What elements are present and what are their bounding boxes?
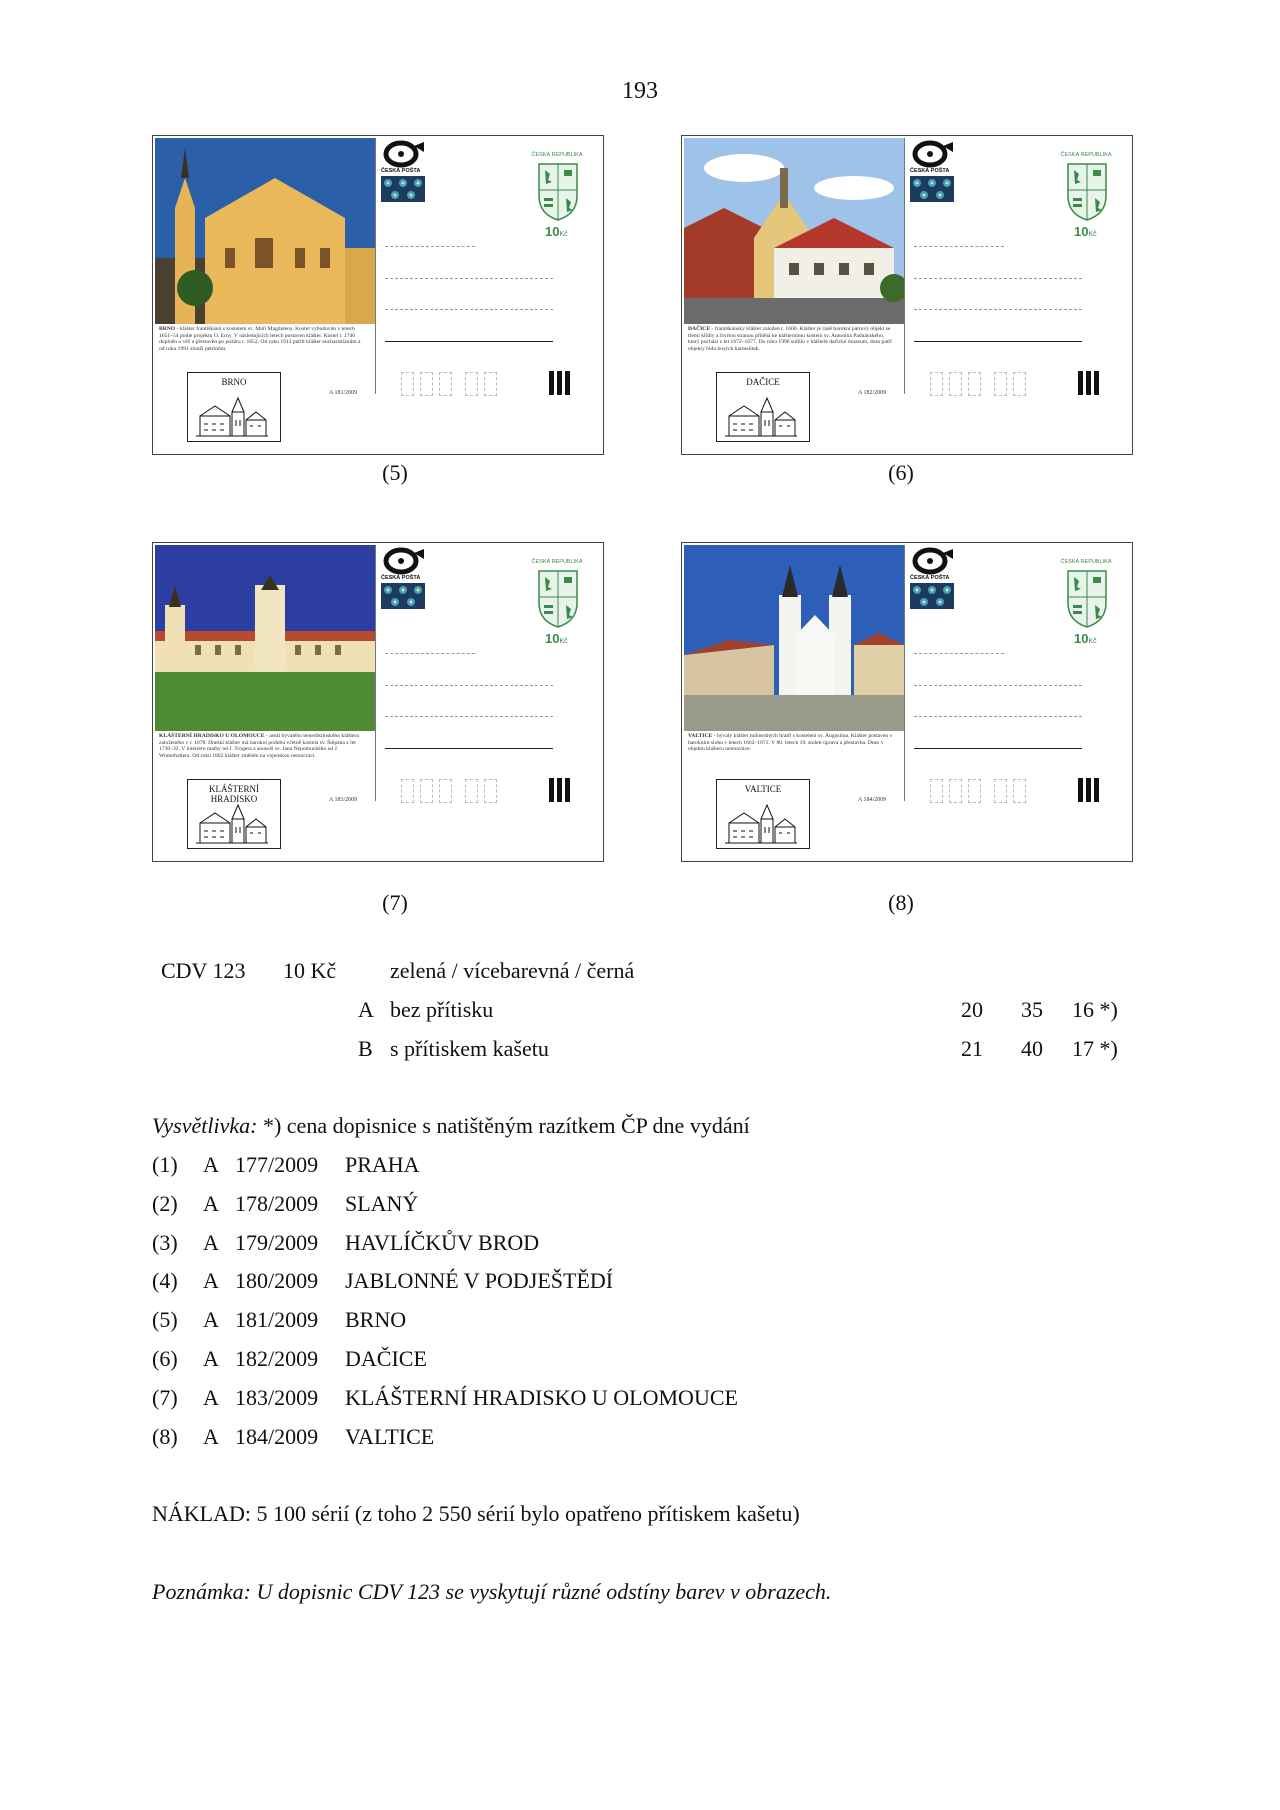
imprinted-stamp: [527, 559, 587, 655]
postcode-box: [439, 779, 452, 803]
postcode-box: [484, 372, 497, 396]
card-catalog-code: A 183/2009: [329, 797, 358, 803]
caption-6: (6): [888, 460, 914, 485]
posthorn-logo-icon: [381, 547, 425, 575]
building-sketch-icon: [721, 801, 801, 845]
postcode-box: [994, 372, 1007, 396]
address-line: [385, 653, 475, 654]
stamp-country: ČESKÁ REPUBLIKA: [1060, 559, 1112, 565]
page-number: 193: [622, 78, 658, 104]
card-sketch-vignette: [716, 372, 810, 442]
hologram-icon: [910, 176, 954, 202]
postcode-box: [949, 372, 962, 396]
postcode-box: [420, 372, 433, 396]
issue-name: DAČICE: [345, 1346, 427, 1371]
address-line: [385, 716, 553, 717]
card-description: BRNO - klášter františkánů s kostelem sv. Maří Magdaleny. Kostel vybudován v letech 1651–54 podle projektu O. Erny. V následujících letech postaven klášter. Kostel r. 1746 doplněn o věž a přestavěn po požáru r. 1852. Od roku 1912 patřil klášter eucharistiánům a od roku 1991 slouží petrinům.: [159, 326, 361, 352]
postcode-box: [465, 372, 478, 396]
issue-num: (7): [152, 1384, 178, 1410]
card-catalog-code: A 182/2009: [858, 390, 887, 396]
issue-letter: A: [203, 1307, 219, 1333]
postcode-box: [401, 372, 414, 396]
address-line: [385, 685, 553, 686]
issue-code: 178/2009: [235, 1190, 319, 1216]
variant-letter: A: [358, 997, 374, 1022]
posthorn-logo-icon: [910, 140, 954, 168]
price-2: 35: [1021, 997, 1043, 1022]
postcode-box: [930, 372, 943, 396]
hologram-icon: [381, 176, 425, 202]
note: [152, 1579, 831, 1605]
building-sketch-icon: [721, 394, 801, 438]
stamp-country: ČESKÁ REPUBLIKA: [1060, 152, 1112, 158]
catalog-colors: zelená / vícebarevná / černá: [390, 958, 635, 983]
issue-name: JABLONNÉ V PODJEŠTĚDÍ: [345, 1268, 614, 1294]
address-line: [914, 309, 1082, 310]
postcode-box: [465, 779, 478, 803]
catalog-number: CDV 123: [161, 958, 246, 983]
issue-code: 183/2009: [235, 1384, 319, 1410]
hologram-icon: [910, 583, 954, 609]
price-3: 16 *): [1072, 997, 1118, 1022]
variant-label: bez přítisku: [390, 997, 494, 1022]
card-sketch-vignette: [187, 779, 281, 849]
barcode-bars-icon: [1078, 778, 1100, 802]
postcard-5: [152, 135, 604, 455]
building-sketch-icon: [192, 801, 272, 845]
barcode-bars-icon: [549, 371, 571, 395]
issue-num: (8): [152, 1423, 178, 1449]
address-line: [385, 309, 553, 310]
postcode-box: [994, 779, 1007, 803]
print-run: NÁKLAD: 5 100 sérií (z toho 2 550 sérií bylo opatřeno přítiskem kašetu): [152, 1501, 800, 1526]
barcode-bars-icon: [549, 778, 571, 802]
stamp-value: 10Kč: [545, 224, 568, 239]
building-sketch-icon: [192, 394, 272, 438]
card-description: KLÁŠTERNÍ HRADISKO U OLOMOUCE - areál bývalého benediktinského kláštera založeného v r. 1078. Dnešní klášter má barokní podobu včetně kostela sv. Štěpána z let 1730–32. V interiéru malby od J. Trogera a sousoší sv. Jana Nepomuckého od J. Winterhaltera. Od roku 1802 klášter změněn na vojenskou nemocnici.: [159, 733, 359, 759]
stamp-value: 10Kč: [545, 631, 568, 646]
issue-num: (6): [152, 1346, 178, 1371]
explanation-label: Vysvětlivka:: [152, 1113, 258, 1138]
posta-label: ČESKÁ POŠTA: [381, 168, 421, 174]
vignette-town-label: BRNO: [221, 377, 247, 387]
issue-code: 177/2009: [235, 1152, 319, 1177]
card-photo: [684, 545, 904, 731]
issue-name: PRAHA: [345, 1152, 420, 1177]
issue-name: VALTICE: [345, 1423, 435, 1449]
postcode-box: [401, 779, 414, 803]
issue-num: (4): [152, 1268, 178, 1294]
postcode-box: [484, 779, 497, 803]
card-photo: [684, 138, 904, 324]
catalog-value: 10 Kč: [283, 958, 337, 983]
card-photo: [155, 545, 375, 731]
address-line: [914, 716, 1082, 717]
posthorn-logo-icon: [381, 140, 425, 168]
address-line: [385, 278, 553, 279]
card-catalog-code: A 184/2009: [858, 797, 887, 803]
vignette-town-label: VALTICE: [744, 784, 782, 794]
imprinted-stamp: [1056, 559, 1116, 655]
address-line: [914, 653, 1004, 654]
caption-7: (7): [382, 890, 408, 915]
coat-of-arms-icon: [537, 569, 579, 629]
card-divider: [375, 545, 376, 801]
explanation: [152, 1113, 750, 1139]
price-1: 21: [961, 1036, 983, 1061]
card-photo: [155, 138, 375, 324]
address-line: [914, 278, 1082, 279]
issue-num: (2): [152, 1190, 178, 1216]
stamp-value: 10Kč: [1074, 631, 1097, 646]
postcode-box: [1013, 779, 1026, 803]
barcode-bars-icon: [1078, 371, 1100, 395]
postcard-6: [681, 135, 1133, 455]
issue-num: (5): [152, 1307, 178, 1333]
address-line: [385, 246, 475, 247]
posta-label: ČESKÁ POŠTA: [910, 168, 950, 174]
issue-name: SLANÝ: [345, 1190, 419, 1216]
issue-letter: A: [203, 1423, 219, 1449]
price-3: 17 *): [1072, 1036, 1118, 1061]
coat-of-arms-icon: [1066, 162, 1108, 222]
card-divider: [904, 545, 905, 801]
posthorn-logo-icon: [910, 547, 954, 575]
card-divider: [904, 138, 905, 394]
postcode-box: [968, 372, 981, 396]
posta-label: ČESKÁ POŠTA: [910, 575, 950, 581]
card-divider: [375, 138, 376, 394]
card-description: VALTICE - bývalý klášter milosrdných bratří s kostelem sv. Augustina. Klášter postaven v barokním slohu v letech 1662–1671. V 80. letech 19. století úprava a přestavba. Dnes v objektu klášteru nemocnice.: [688, 733, 893, 753]
posta-label: ČESKÁ POŠTA: [381, 575, 421, 581]
issue-name: BRNO: [345, 1307, 407, 1333]
coat-of-arms-icon: [537, 162, 579, 222]
postcard-7: [152, 542, 604, 862]
issue-num: (1): [152, 1152, 178, 1177]
issue-code: 179/2009: [235, 1229, 319, 1255]
issue-code: 181/2009: [235, 1307, 319, 1333]
imprinted-stamp: [527, 152, 587, 248]
address-line: [914, 748, 1082, 749]
issue-letter: A: [203, 1384, 219, 1410]
stamp-country: ČESKÁ REPUBLIKA: [531, 559, 583, 565]
issue-code: 184/2009: [235, 1423, 319, 1449]
address-line: [914, 685, 1082, 686]
note-text: : U dopisnic CDV 123 se vyskytují různé odstíny barev v obrazech.: [243, 1579, 832, 1604]
postcode-box: [420, 779, 433, 803]
address-line: [914, 341, 1082, 342]
postcode-box: [1013, 372, 1026, 396]
imprinted-stamp: [1056, 152, 1116, 248]
issue-num: (3): [152, 1229, 178, 1255]
explanation-text: *) cena dopisnice s natištěným razítkem ČP dne vydání: [257, 1113, 750, 1138]
stamp-country: ČESKÁ REPUBLIKA: [531, 152, 583, 158]
issue-letter: A: [203, 1152, 219, 1177]
postcard-8: [681, 542, 1133, 862]
variant-label: s přítiskem kašetu: [390, 1036, 549, 1061]
issue-name: KLÁŠTERNÍ HRADISKO U OLOMOUCE: [345, 1384, 738, 1410]
card-catalog-code: A 181/2009: [329, 390, 358, 396]
issue-letter: A: [203, 1268, 219, 1294]
card-sketch-vignette: [716, 779, 810, 849]
issue-code: 180/2009: [235, 1268, 319, 1294]
variant-letter: B: [358, 1036, 373, 1061]
issue-letter: A: [203, 1346, 219, 1371]
address-line: [385, 341, 553, 342]
card-description: DAČICE - františkánský klášter založen r. 1660. Klášter je raně barokní patrový objekt se třemi křídly a čtvrtou stranou přiléhá ke klášternímu kostelu sv. Antonína Paduánského, který pochází z let 1672–1677. Do roku 1996 sídlilo v klášteře dačické muzeum, dnes patří objekty řádu bosých karmelitek.: [688, 326, 892, 352]
note-label: Poznámka: [152, 1579, 244, 1604]
address-line: [914, 246, 1004, 247]
stamp-value: 10Kč: [1074, 224, 1097, 239]
issue-letter: A: [203, 1229, 219, 1255]
vignette-town-label: KLÁŠTERNÍ HRADISKO: [209, 784, 259, 804]
postcode-box: [930, 779, 943, 803]
caption-5: (5): [382, 460, 408, 485]
issue-code: 182/2009: [235, 1346, 319, 1371]
postcode-box: [439, 372, 452, 396]
coat-of-arms-icon: [1066, 569, 1108, 629]
card-sketch-vignette: [187, 372, 281, 442]
caption-8: (8): [888, 890, 914, 915]
postcode-box: [949, 779, 962, 803]
postcode-box: [968, 779, 981, 803]
hologram-icon: [381, 583, 425, 609]
vignette-town-label: DAČICE: [746, 377, 780, 387]
issue-letter: A: [203, 1190, 219, 1216]
address-line: [385, 748, 553, 749]
issue-name: HAVLÍČKŮV BROD: [345, 1229, 540, 1255]
price-1: 20: [961, 997, 983, 1022]
price-2: 40: [1021, 1036, 1043, 1061]
